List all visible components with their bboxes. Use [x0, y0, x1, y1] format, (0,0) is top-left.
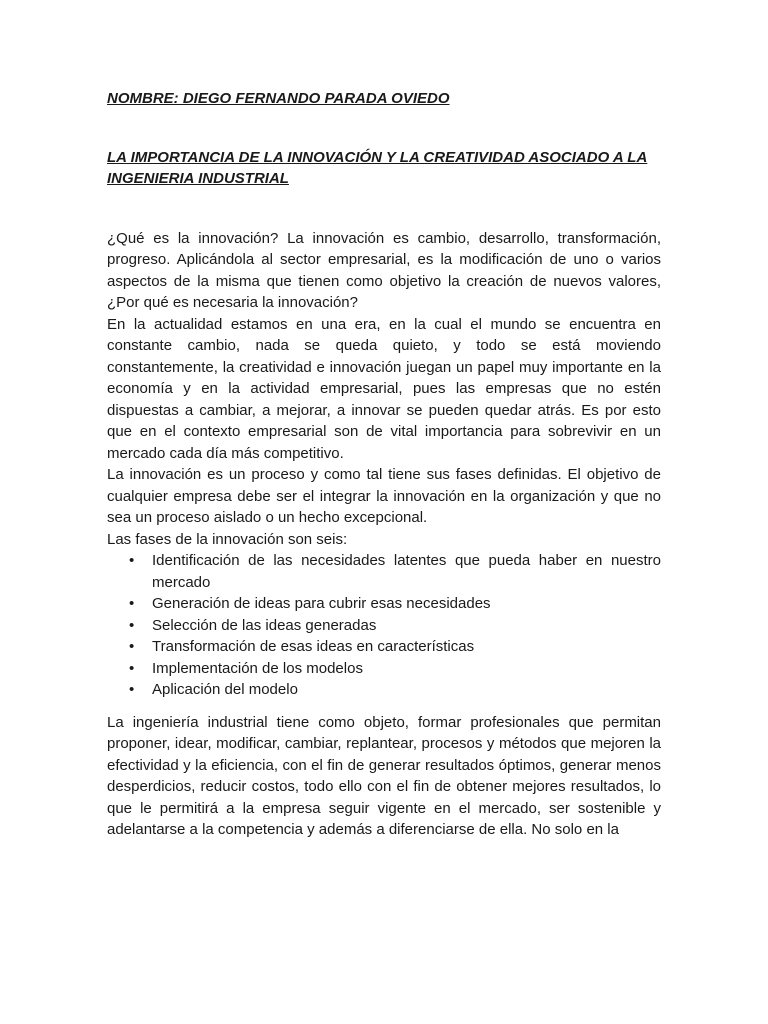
bullet-icon: • [129, 552, 135, 569]
paragraph-current-era: En la actualidad estamos en una era, en la cual el mundo se encuentra en constante cambio, nada se queda quieto, y todo se está moviendo constantemente, la creatividad e innovación juegan un papel muy importante en la economía y en la actividad empresarial, pues las empresas que no estén dispuestas a cambiar, a mejorar, a innovar se pueden quedar atrás. Es por esto que en el contexto empresarial son de vital importancia para sobrevivir en un mercado cada día más competitivo. [107, 315, 661, 462]
list-item-text: Selección de las ideas generadas [152, 616, 377, 634]
phases-list [107, 550, 661, 701]
list-item [107, 615, 661, 637]
list-item [107, 658, 661, 680]
list-item [107, 593, 661, 615]
bullet-icon: • [129, 659, 135, 677]
bullet-icon: • [129, 595, 135, 612]
list-item-text: Generación de ideas para cubrir esas necesidades [152, 595, 491, 612]
bullet-icon: • [129, 681, 135, 698]
list-item-text: Transformación de esas ideas en características [152, 638, 475, 655]
paragraph-industrial-engineering: La ingeniería industrial tiene como objeto, formar profesionales que permitan proponer, idear, modificar, cambiar, replantear, procesos y métodos que mejoren la efectividad y la eficiencia, con el fin de generar resultados óptimos, generar menos desperdicios, reducir costos, todo ello con el fin de obtener mejores resultados, lo que le permitirá a la empresa seguir vigente en el mercado, ser sostenible y adelantarse a la competencia y además a diferenciarse de ella. No solo en la [107, 713, 661, 838]
bullet-icon: • [129, 616, 135, 634]
document-content [107, 88, 661, 841]
list-item-text: Aplicación del modelo [152, 681, 298, 698]
paragraph-innovation-process: La innovación es un proceso y como tal tiene sus fases definidas. El objetivo de cualquier empresa debe ser el integrar la innovación en la organización y que no sea un proceso aislado o un hecho excepcional. [107, 466, 661, 526]
list-item-text: Implementación de los modelos [152, 659, 363, 677]
paragraph-phases-intro: Las fases de la innovación son seis: [107, 530, 348, 548]
list-item [107, 550, 661, 593]
bullet-icon: • [129, 638, 135, 655]
list-item [107, 636, 661, 658]
document-title: LA IMPORTANCIA DE LA INNOVACIÓN Y LA CREATIVIDAD ASOCIADO A LA INGENIERIA INDUSTRIAL [107, 148, 648, 187]
list-item-text: Identificación de las necesidades latentes que pueda haber en nuestro mercado [152, 552, 661, 591]
paragraph-intro: ¿Qué es la innovación? La innovación es cambio, desarrollo, transformación, progreso. Aplicándola al sector empresarial, es la modificación de uno o varios aspectos de la misma que tienen como objetivo la creación de nuevos valores, ¿Por qué es necesaria la innovación? [107, 229, 661, 311]
list-item [107, 679, 661, 701]
author-name: NOMBRE: DIEGO FERNANDO PARADA OVIEDO [107, 90, 450, 107]
